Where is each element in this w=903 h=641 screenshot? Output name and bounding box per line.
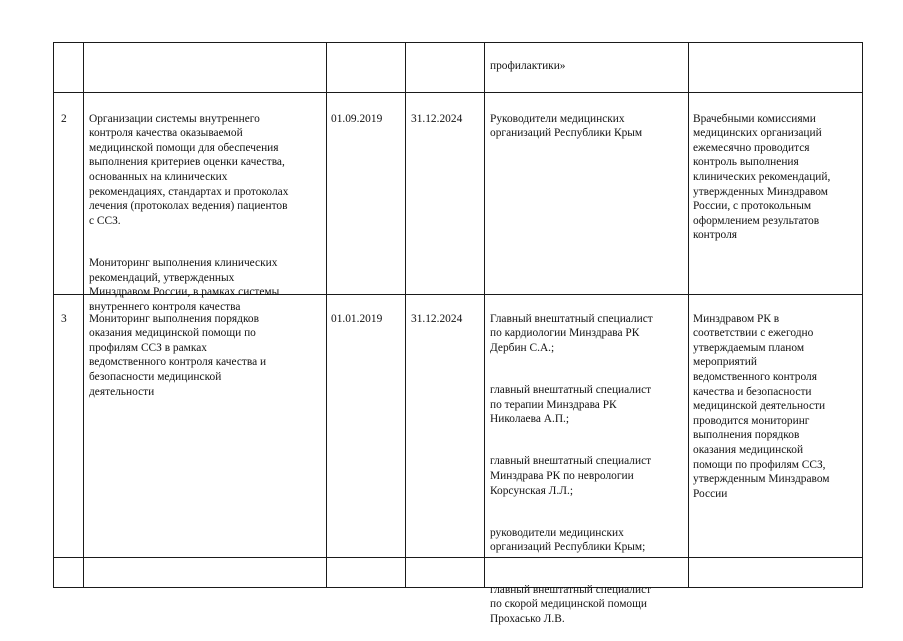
end-date: 31.12.2024 (411, 312, 463, 325)
table-row (61, 297, 81, 341)
table-cell-result (693, 97, 859, 258)
table-cell-responsible (490, 297, 685, 641)
table-column-divider (326, 42, 327, 588)
responsible-text: главный внештатный специалист по скорой медицинской помощи Прохасько Л.В. (490, 583, 652, 625)
table-border-left (53, 42, 54, 588)
table-cell-result (693, 297, 859, 516)
measure-text: Мониторинг выполнения порядков оказания медицинской помощи по профилям ССЗ в рамках ведомственного контроля качества и безопасности медицинской деятельности (89, 312, 267, 398)
table-row-divider (53, 92, 862, 93)
table-cell-start-date (331, 97, 403, 141)
table-cell-measure (89, 297, 325, 414)
table-border-bottom (53, 587, 862, 588)
responsible-text: главный внештатный специалист Минздрава РК по неврологии Корсунская Л.Л.; (490, 455, 652, 497)
responsible-text: руководители медицинских организаций Республики Крым; (490, 526, 646, 554)
table-border-right (862, 42, 863, 588)
table-cell-end-date (411, 97, 483, 141)
table-cell-end-date (411, 297, 483, 341)
result-text: Врачебными комиссиями медицинских организаций ежемесячно проводится контроль выполнения клинических рекомендаций, утвержденных Минздравом России, с протокольным оформлением результатов контроля (693, 112, 831, 242)
measure-text-continued: Мониторинг выполнения клинических рекомендаций, утвержденных Минздравом России, в рамках системы внутреннего контроля качества (89, 256, 280, 313)
cell-text: профилактики» (490, 59, 566, 72)
table-cell-responsible (490, 97, 685, 155)
table-column-divider (405, 42, 406, 588)
responsible-text: Главный внештатный специалист по кардиологии Минздрава РК Дербин С.А.; (490, 312, 653, 354)
responsible-text: Руководители медицинских организаций Республики Крым (490, 112, 643, 140)
table-row-divider (53, 557, 862, 558)
start-date: 01.09.2019 (331, 112, 383, 125)
table-column-divider (484, 42, 485, 588)
start-date: 01.01.2019 (331, 312, 383, 325)
table-column-divider (688, 42, 689, 588)
row-number: 2 (61, 112, 67, 125)
table-cell-responsible (490, 44, 685, 88)
end-date: 31.12.2024 (411, 112, 463, 125)
table-column-divider (83, 42, 84, 588)
responsible-text: главный внештатный специалист по терапии Минздрава РК Николаева А.П.; (490, 383, 652, 426)
row-number: 3 (61, 312, 67, 325)
table-border-top (53, 42, 862, 43)
measure-text: Организации системы внутреннего контроля качества оказываемой медицинской помощи для обеспечения выполнения критериев оценки качества, основанных на клинических рекомендациях, стандартах и протоколах лечения (протоколах ведения) пациентов с ССЗ. (89, 112, 289, 227)
table-row (61, 97, 81, 141)
table-cell-measure (89, 97, 325, 329)
result-text: Минздравом РК в соответствии с ежегодно утверждаемым планом мероприятий ведомственного контроля качества и безопасности медицинской деятельности проводится мониторинг выполнения порядков оказания медицинской помощи по профилям ССЗ, утвержденным Минздравом России (693, 312, 830, 500)
table-cell-start-date (331, 297, 403, 341)
